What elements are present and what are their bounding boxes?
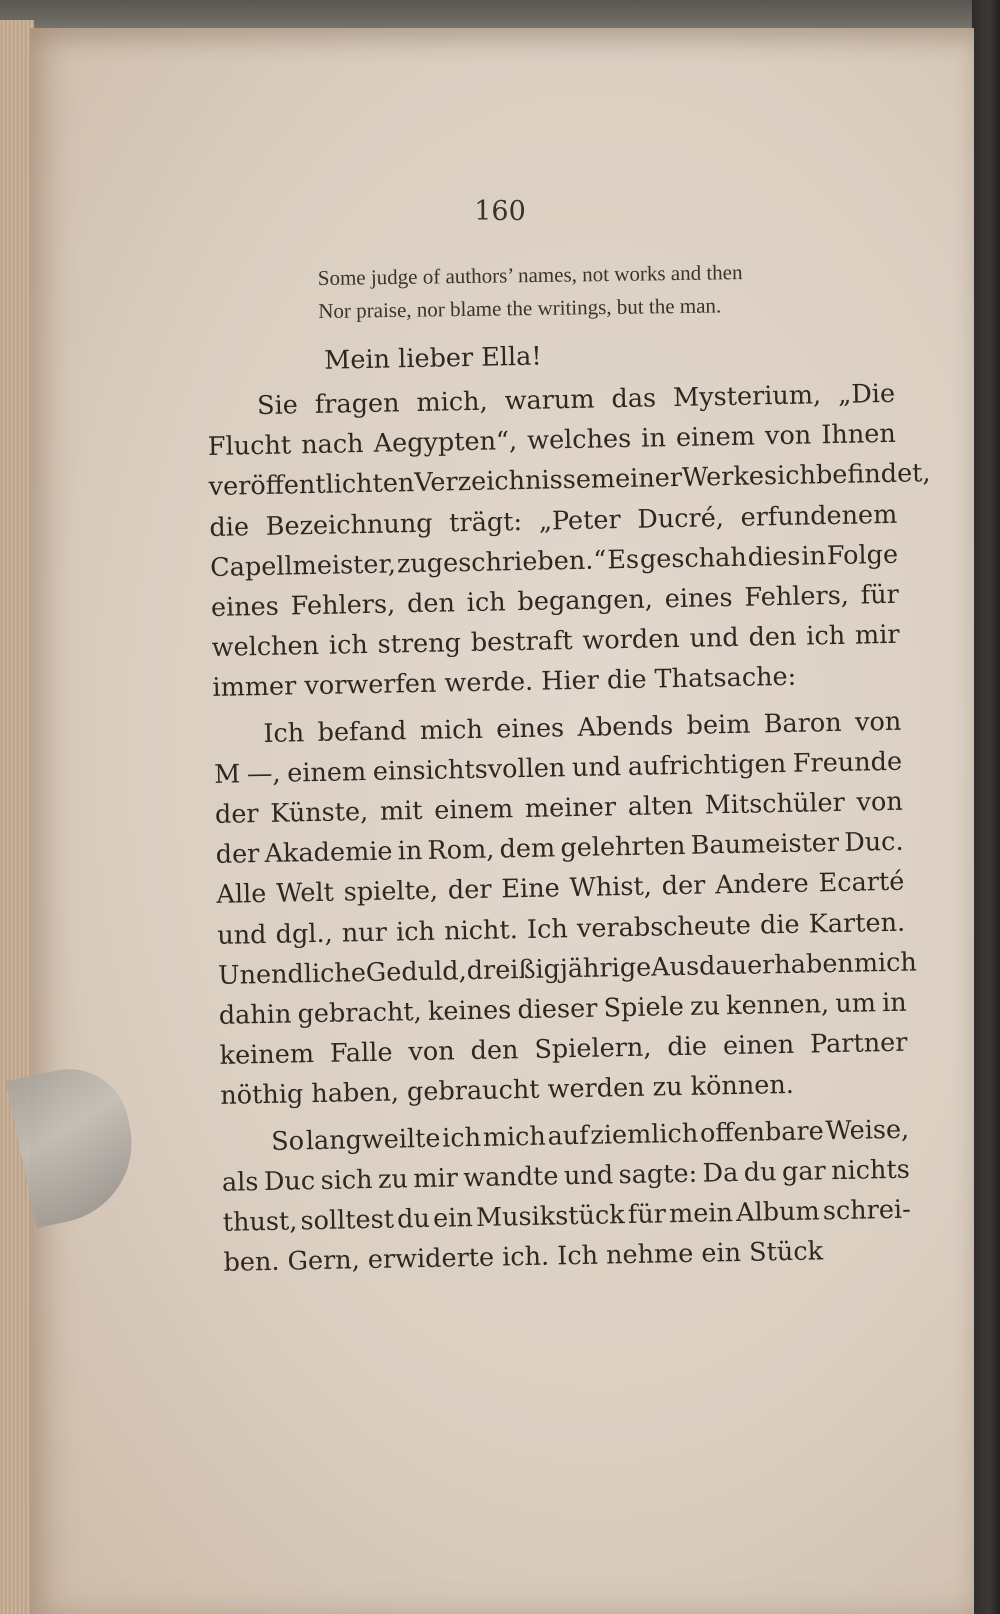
word: —, xyxy=(246,758,281,790)
word: Album xyxy=(735,1196,820,1228)
word: Musikstück xyxy=(475,1200,625,1233)
word: mich xyxy=(482,1121,547,1153)
word: zugeschrieben.“ xyxy=(396,545,607,580)
word: Duc. xyxy=(844,826,904,859)
word: Verzeichnisse xyxy=(414,465,592,499)
word: ich xyxy=(395,916,436,948)
word: veröffentlichten xyxy=(208,468,415,503)
word: Eine xyxy=(501,873,560,905)
word: dahin xyxy=(218,999,292,1031)
word: Sie xyxy=(256,390,299,422)
word: um xyxy=(835,988,877,1020)
word: in xyxy=(800,540,827,572)
word: mich xyxy=(853,947,918,979)
word: den xyxy=(406,588,456,620)
word: „Die xyxy=(837,378,896,410)
word: „Peter xyxy=(538,504,621,537)
word: du xyxy=(396,1203,431,1235)
word: dieser xyxy=(517,993,598,1026)
word: Abends xyxy=(577,710,674,743)
word: So xyxy=(270,1125,305,1157)
word: schrei- xyxy=(822,1194,911,1227)
word: worden xyxy=(582,624,680,657)
word: einem xyxy=(433,794,514,826)
word: einem xyxy=(675,421,756,454)
word: als xyxy=(221,1166,259,1198)
word: meiner xyxy=(524,792,617,824)
word: Capellmeister, xyxy=(209,549,397,583)
word: keinem xyxy=(219,1039,315,1072)
word: sich xyxy=(763,460,817,492)
word: Mitschüler xyxy=(704,787,846,821)
word: dgl., xyxy=(275,918,333,950)
word: gar xyxy=(781,1156,826,1187)
text-line: nöthig haben, gebraucht werden zu können. xyxy=(220,1070,795,1112)
word: der xyxy=(214,799,259,830)
word: nach xyxy=(300,429,364,461)
word: ich xyxy=(466,587,506,619)
word: fragen xyxy=(314,388,400,420)
word: Künste, xyxy=(270,796,369,829)
word: Rom, xyxy=(427,834,495,867)
word: Mysterium, xyxy=(672,380,822,414)
word: dem xyxy=(499,833,556,865)
word: Folge xyxy=(826,539,899,571)
word: erfundenem xyxy=(740,499,898,533)
word: Es xyxy=(607,544,640,576)
word: Unendliche xyxy=(217,957,367,991)
word: ich xyxy=(328,630,369,661)
word: Alle xyxy=(216,879,267,911)
word: von xyxy=(856,786,904,818)
word: der xyxy=(447,875,492,906)
word: Whist, xyxy=(569,871,653,904)
word: alten xyxy=(627,790,694,822)
word: ein xyxy=(432,1203,474,1234)
word: Ich xyxy=(263,717,305,749)
word: für xyxy=(860,579,900,611)
word: du xyxy=(743,1156,777,1188)
word: befand xyxy=(317,715,407,748)
word: haben xyxy=(774,948,855,980)
word: die xyxy=(209,511,250,543)
word: mit xyxy=(379,795,423,827)
word: mir xyxy=(413,1163,459,1194)
word: aufrichtigen xyxy=(627,748,787,782)
word: Partner xyxy=(809,1027,908,1060)
word: eines xyxy=(210,591,280,623)
word: begangen, xyxy=(517,584,654,618)
word: den xyxy=(748,621,797,653)
page-number: 160 xyxy=(474,196,526,227)
word: einsichtsvollen xyxy=(372,752,566,787)
word: Ich xyxy=(526,913,569,945)
word: streng xyxy=(377,628,462,660)
word: welches xyxy=(526,424,632,457)
word: thust, xyxy=(222,1206,298,1238)
word: sagte: xyxy=(618,1158,698,1191)
word: in xyxy=(640,423,667,454)
word: mich, xyxy=(416,386,488,418)
word: den xyxy=(470,1035,519,1067)
word: spielte, xyxy=(343,876,439,908)
word: Akademie xyxy=(264,836,393,870)
epigraph-line: Nor praise, nor blame the writings, but the man. xyxy=(318,293,722,324)
word: solltest xyxy=(300,1204,395,1237)
word: die xyxy=(759,909,800,941)
word: nicht. xyxy=(443,914,519,947)
word: wandte xyxy=(463,1161,559,1194)
book-spine-edge xyxy=(972,0,1000,1614)
word: in xyxy=(881,987,907,1019)
text-line: ben. Gern, erwiderte ich. Ich nehme ein Stück xyxy=(223,1236,824,1279)
word: beim xyxy=(686,709,751,741)
word: Weise, xyxy=(825,1114,910,1146)
word: zu xyxy=(377,1164,409,1195)
word: Werke xyxy=(681,461,765,494)
word: sich xyxy=(320,1164,373,1196)
word: das xyxy=(611,383,657,415)
word: Ausdauer xyxy=(650,950,775,983)
word: Da xyxy=(702,1157,739,1189)
word: gebracht, xyxy=(297,996,423,1030)
text-line: immer vorwerfen werde. Hier die Thatsache: xyxy=(212,662,797,704)
word: Freunde xyxy=(792,746,903,779)
word: Fehlers, xyxy=(744,580,850,613)
word: gelehrten xyxy=(560,831,686,864)
word: ich xyxy=(805,620,846,652)
word: Baumeister xyxy=(690,828,840,861)
word: Spielern, xyxy=(534,1032,652,1066)
word: Ihnen xyxy=(821,418,897,451)
word: warum xyxy=(504,384,595,417)
word: von xyxy=(408,1036,455,1068)
word: nur xyxy=(341,917,388,949)
epigraph xyxy=(318,254,899,328)
word: der xyxy=(661,870,706,902)
word: verabscheute xyxy=(576,910,752,944)
word: langweilte xyxy=(305,1123,441,1156)
word: Karten. xyxy=(808,907,906,940)
word: Falle xyxy=(329,1037,393,1069)
word: trägt: xyxy=(448,506,523,538)
salutation: Mein lieber Ella! xyxy=(323,341,542,376)
word: eines xyxy=(664,582,733,615)
word: Duc xyxy=(263,1165,316,1197)
word: und xyxy=(571,751,622,783)
word: welchen xyxy=(211,631,320,664)
word: meiner xyxy=(590,463,683,496)
word: Aegypten“, xyxy=(373,426,518,459)
word: Fehlers, xyxy=(290,589,396,622)
word: Ducré, xyxy=(637,502,725,535)
word: in xyxy=(397,836,423,867)
word: M xyxy=(213,759,241,790)
word: dies xyxy=(747,541,801,573)
word: für xyxy=(627,1199,667,1231)
word: von xyxy=(764,420,812,452)
word: und xyxy=(563,1160,614,1192)
word: eines xyxy=(495,712,565,745)
word: keines xyxy=(427,995,512,1027)
word: ich xyxy=(441,1122,482,1154)
word: Baron xyxy=(763,707,842,739)
word: Bezeichnung xyxy=(265,508,433,542)
word: mir xyxy=(854,619,900,651)
word: befindet, xyxy=(815,458,931,491)
word: der xyxy=(215,839,260,871)
word: dreißigjährige xyxy=(466,952,652,986)
word: und xyxy=(216,919,267,951)
word: Geduld, xyxy=(365,955,467,988)
word: einem xyxy=(286,756,367,789)
word: die xyxy=(667,1031,708,1063)
word: ziemlich xyxy=(590,1118,699,1151)
word: Welt xyxy=(275,878,335,910)
word: kennen, xyxy=(725,989,830,1022)
word: Spiele xyxy=(603,991,685,1024)
word: mich xyxy=(419,714,484,746)
word: zu xyxy=(689,991,721,1022)
word: Andere xyxy=(714,868,810,901)
word: und xyxy=(689,623,740,654)
word: bestraft xyxy=(470,626,573,659)
word: nichts xyxy=(830,1154,911,1186)
word: offenbare xyxy=(699,1115,825,1149)
word: Ecarté xyxy=(818,867,905,899)
page-stack-edge xyxy=(0,20,34,1614)
word: Flucht xyxy=(207,430,292,463)
word: von xyxy=(854,706,902,738)
word: auf xyxy=(547,1120,589,1152)
word: mein xyxy=(668,1198,734,1230)
word: einen xyxy=(722,1030,795,1062)
word: geschah xyxy=(639,542,748,575)
epigraph-line: Some judge of authors’ names, not works and then xyxy=(317,260,743,291)
